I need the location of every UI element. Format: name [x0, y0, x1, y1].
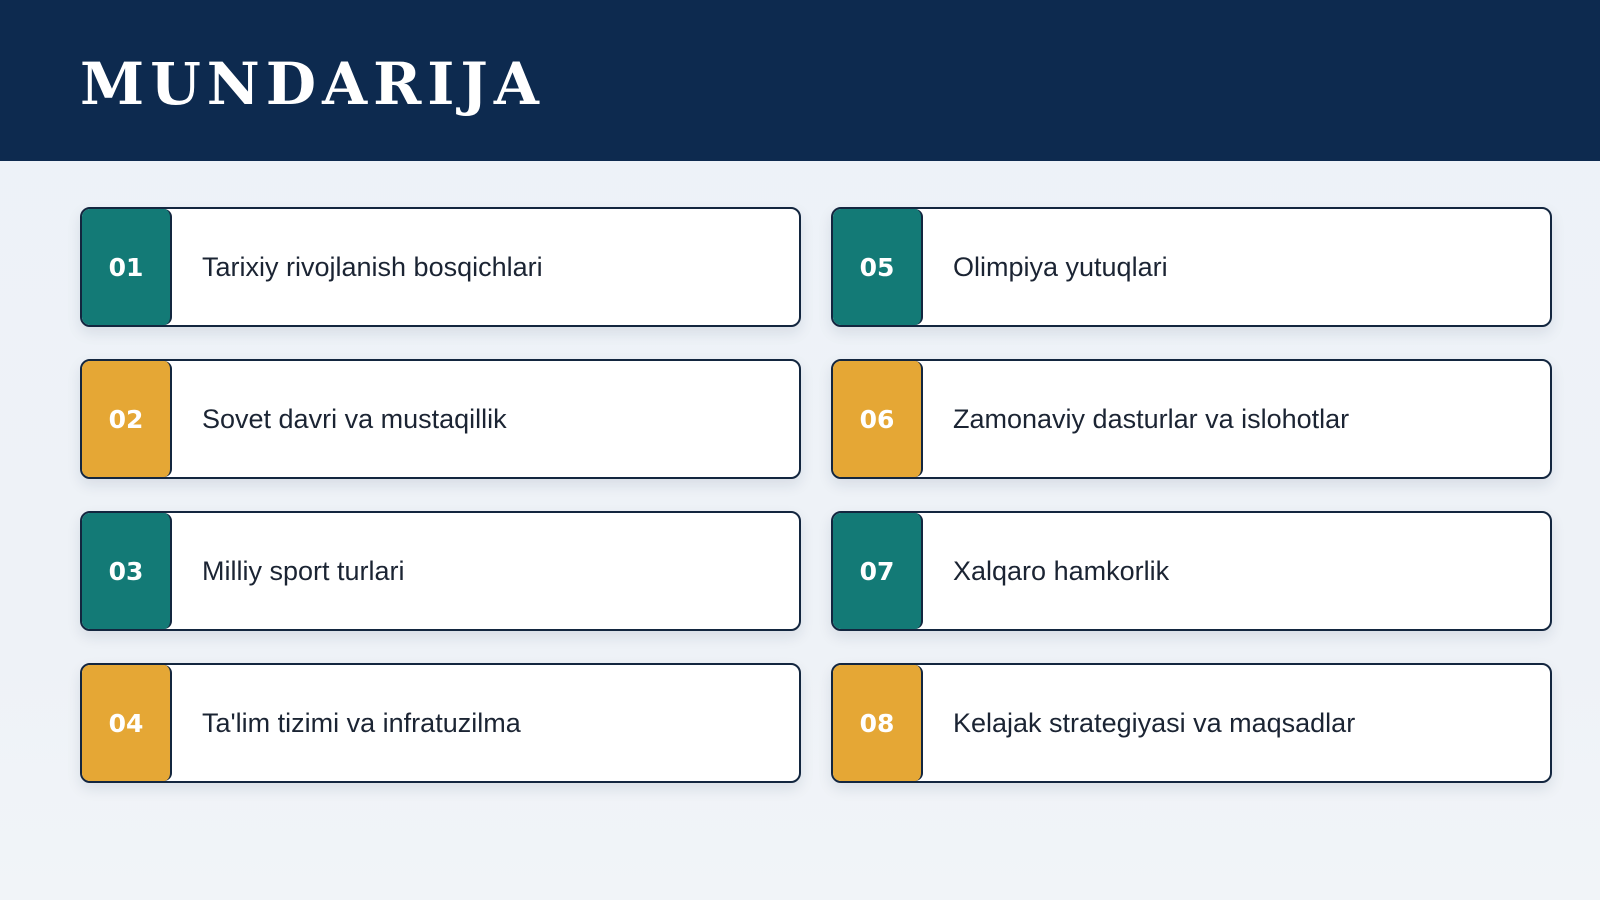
toc-item-02[interactable]	[80, 359, 801, 479]
toc-item-label: Zamonaviy dasturlar va islohotlar	[953, 403, 1350, 434]
toc-item-label: Xalqaro hamkorlik	[953, 555, 1170, 586]
header-bar	[0, 0, 1600, 161]
toc-number-badge: 04	[82, 665, 172, 781]
toc-number-badge: 05	[833, 209, 923, 325]
toc-item-04[interactable]	[80, 663, 801, 783]
toc-item-label: Ta'lim tizimi va infratuzilma	[202, 707, 521, 738]
toc-item-01[interactable]	[80, 207, 801, 327]
toc-number-badge: 06	[833, 361, 923, 477]
toc-item-label: Milliy sport turlari	[202, 555, 405, 586]
toc-item-label: Kelajak strategiyasi va maqsadlar	[953, 707, 1356, 738]
toc-item-03[interactable]	[80, 511, 801, 631]
toc-number-badge: 03	[82, 513, 172, 629]
toc-number-badge: 08	[833, 665, 923, 781]
toc-item-label: Sovet davri va mustaqillik	[202, 403, 507, 434]
toc-item-08[interactable]	[831, 663, 1552, 783]
toc-item-06[interactable]	[831, 359, 1552, 479]
toc-item-label: Tarixiy rivojlanish bosqichlari	[202, 251, 543, 282]
toc-number-badge: 01	[82, 209, 172, 325]
toc-number-badge: 07	[833, 513, 923, 629]
page-title: MUNDARIJA	[80, 50, 545, 118]
toc-grid	[80, 207, 1552, 783]
toc-item-07[interactable]	[831, 511, 1552, 631]
toc-item-label: Olimpiya yutuqlari	[953, 251, 1168, 282]
toc-number-badge: 02	[82, 361, 172, 477]
toc-item-05[interactable]	[831, 207, 1552, 327]
